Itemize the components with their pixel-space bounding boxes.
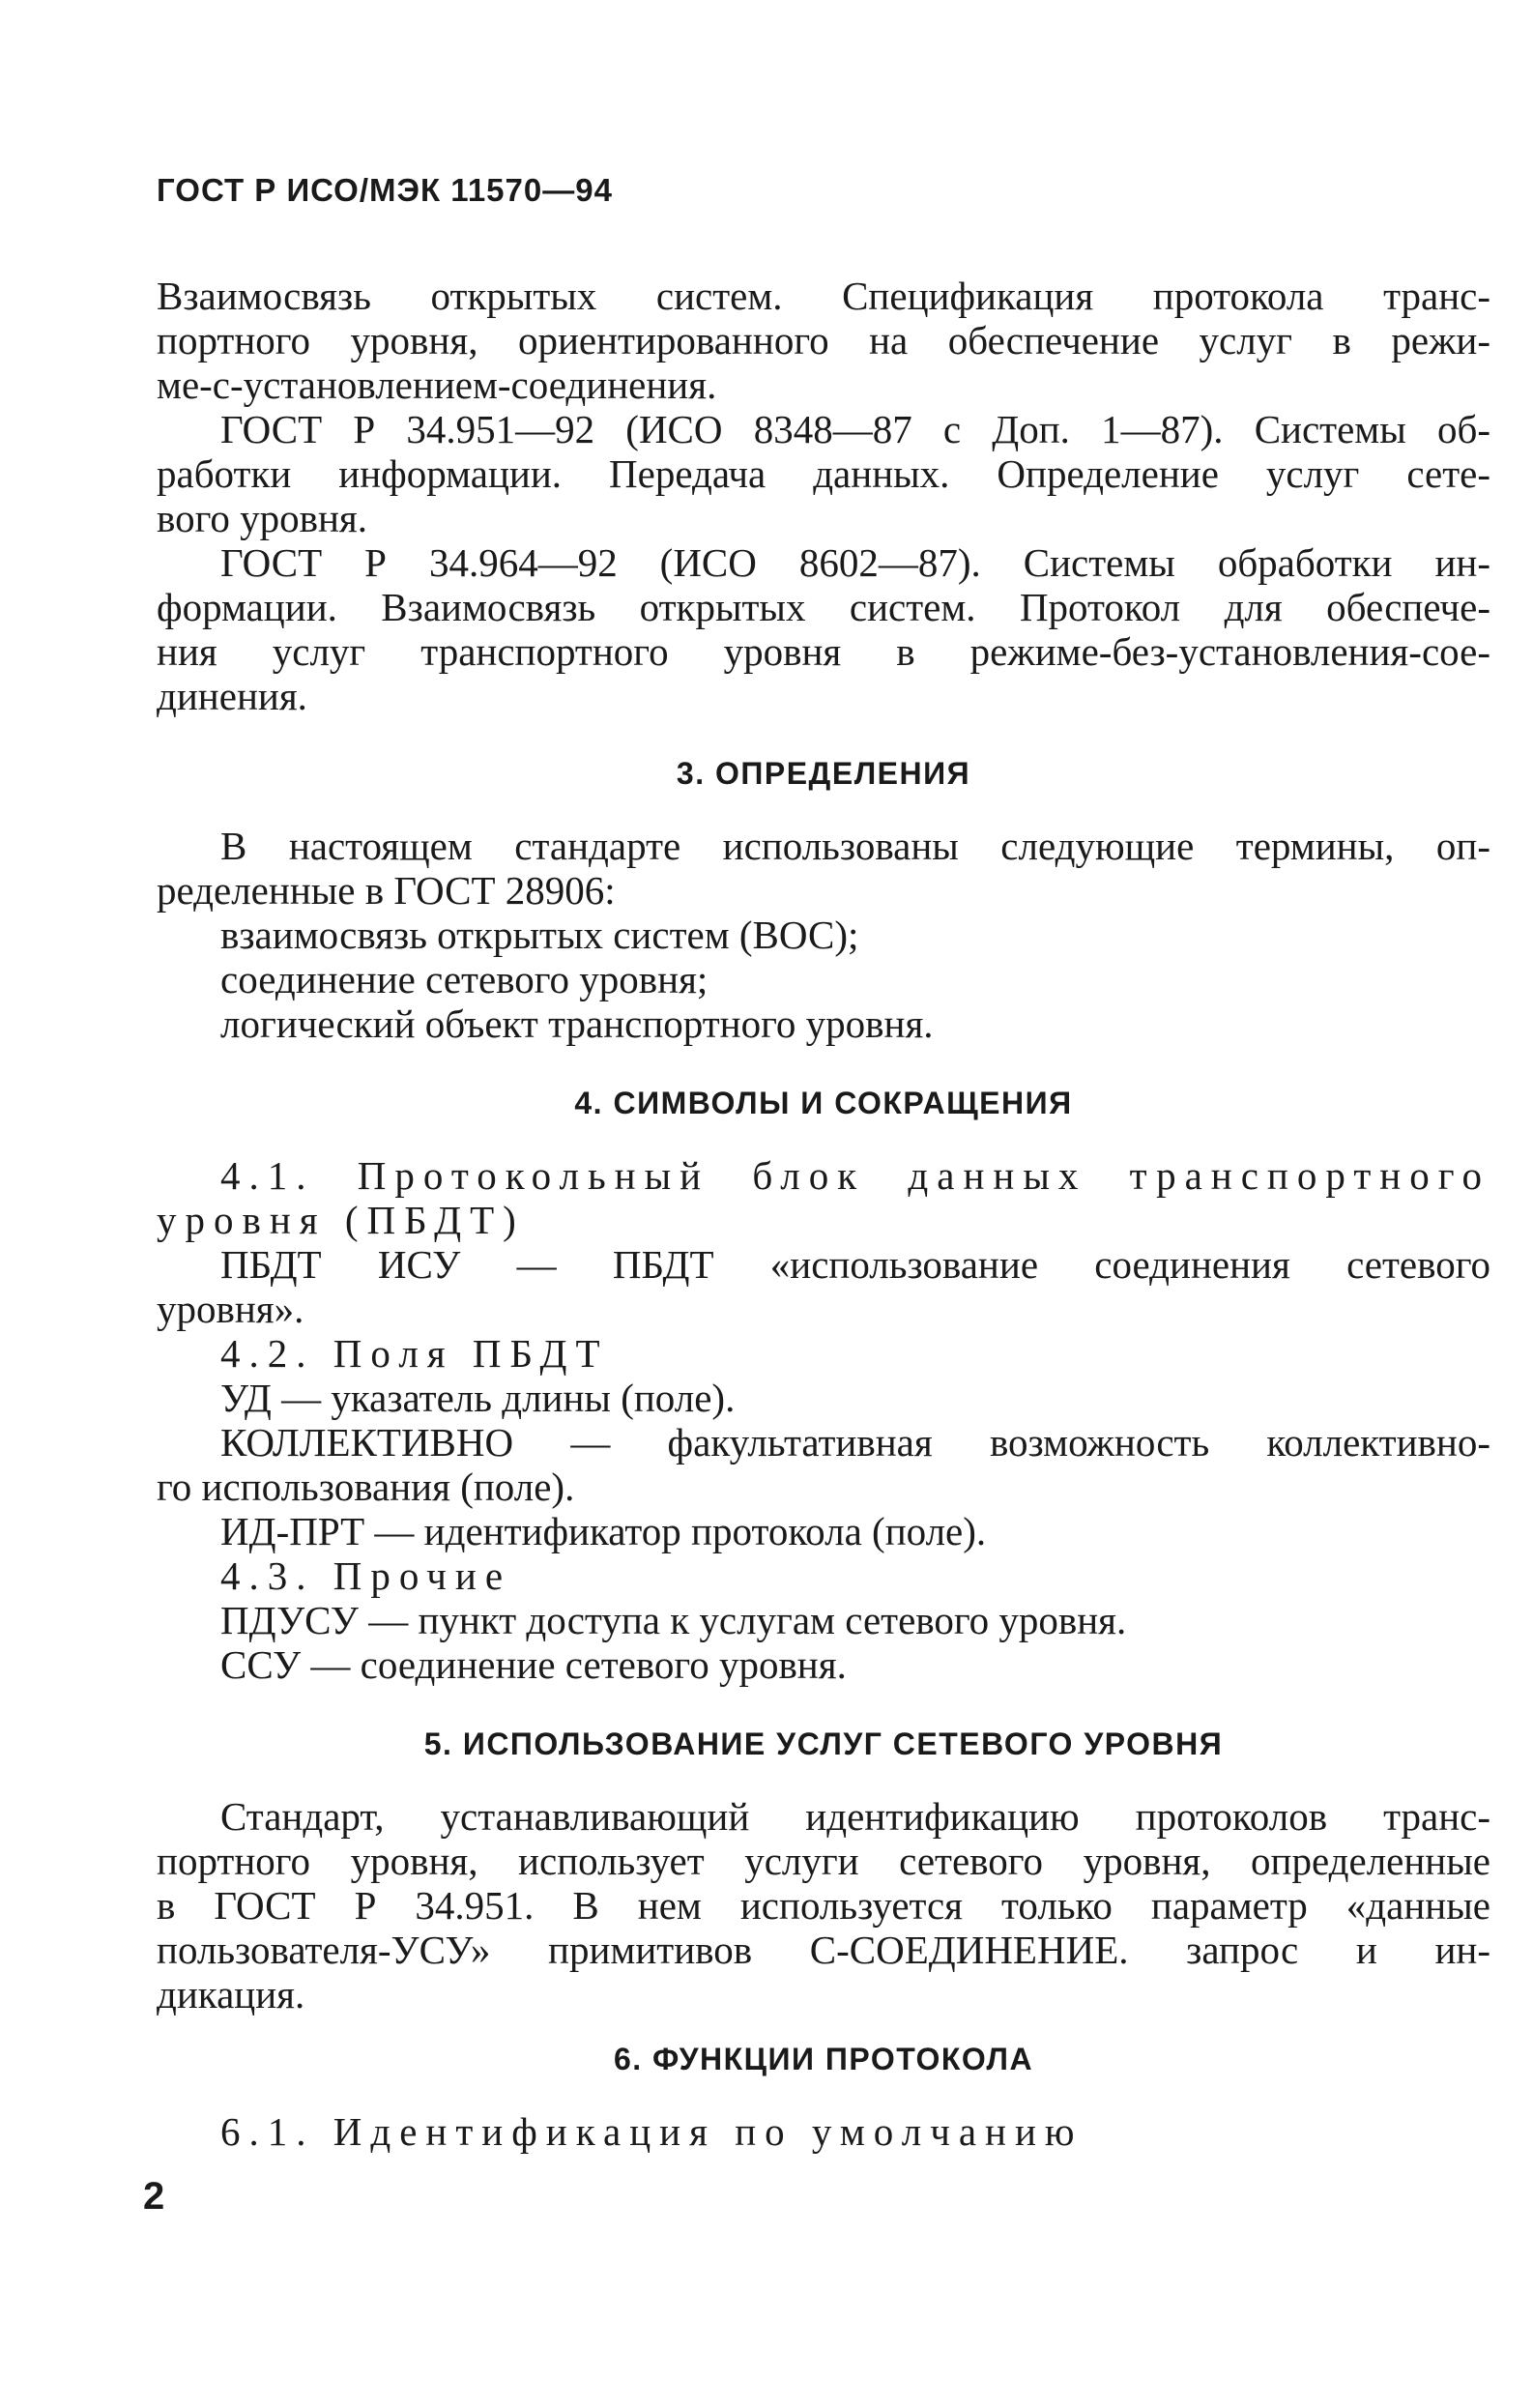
section-heading-network-services: 5. ИСПОЛЬЗОВАНИЕ УСЛУГ СЕТЕВОГО УРОВНЯ — [423, 1726, 1224, 1761]
page-number: 2 — [143, 2175, 165, 2218]
paragraph-line: Стандарт, устанавливающий идентификацию протоколов транс- — [220, 1794, 1490, 1839]
ref-line: формации. Взаимосвязь открытых систем. Протокол для обеспече- — [157, 585, 1490, 629]
paragraph-line: ределенные в ГОСТ 28906: — [157, 868, 616, 913]
ref-line: портного уровня, ориентированного на обеспечение услуг в режи- — [157, 318, 1490, 363]
section-heading-symbols: 4. СИМВОЛЫ И СОКРАЩЕНИЯ — [574, 1086, 1073, 1120]
abbreviation-line: ИД-ПРТ — идентификатор протокола (поле). — [220, 1509, 987, 1553]
subsection-title-line: 4.3. Прочие — [220, 1553, 512, 1598]
abbreviation-line: ПБДТ ИСУ — ПБДТ «использование соединения сетевого — [220, 1242, 1490, 1287]
ref-line: вого уровня. — [157, 496, 368, 540]
subsection-title-line: 4.1. Протокольный блок данных транспортного — [220, 1153, 1490, 1198]
term-line: взаимосвязь открытых систем (ВОС); — [220, 913, 859, 957]
ref-line: динения. — [157, 674, 307, 718]
paragraph-line: в ГОСТ Р 34.951. В нем используется только параметр «данные — [157, 1883, 1490, 1928]
paragraph-line: дикация. — [157, 1972, 305, 2016]
section-heading-protocol-functions: 6. ФУНКЦИИ ПРОТОКОЛА — [613, 2042, 1034, 2076]
running-header: ГОСТ Р ИСО/МЭК 11570—94 — [157, 172, 613, 208]
ref-line: Взаимосвязь открытых систем. Спецификация протокола транс- — [157, 274, 1490, 318]
paragraph-line: портного уровня, использует услуги сетевого уровня, определенные — [157, 1839, 1490, 1883]
subsection-title-line: уровня (ПБДТ) — [157, 1198, 525, 1242]
abbreviation-line: го использования (поле). — [157, 1465, 575, 1509]
subsection-title-line: 4.2. Поля ПБДТ — [220, 1331, 609, 1376]
abbreviation-line: ПДУСУ — пункт доступа к услугам сетевого уровня. — [220, 1598, 1127, 1642]
section-heading-definitions: 3. ОПРЕДЕЛЕНИЯ — [676, 756, 971, 791]
subsection-title-line: 6.1. Идентификация по умолчанию — [220, 2109, 1084, 2154]
ref-line: ГОСТ Р 34.964—92 (ИСО 8602—87). Системы обработки ин- — [220, 540, 1490, 585]
ref-line: ГОСТ Р 34.951—92 (ИСО 8348—87 с Доп. 1—87). Системы об- — [220, 407, 1490, 451]
paragraph-line: пользователя-УСУ» примитивов С-СОЕДИНЕНИЕ. запрос и ин- — [157, 1928, 1490, 1972]
term-line: логический объект транспортного уровня. — [220, 1001, 934, 1046]
paragraph-line: В настоящем стандарте использованы следующие термины, оп- — [220, 824, 1490, 868]
ref-line: ме-с-установлением-соединения. — [157, 363, 717, 407]
abbreviation-line: КОЛЛЕКТИВНО — факультативная возможность коллективно- — [220, 1420, 1490, 1465]
ref-line: ния услуг транспортного уровня в режиме-без-установления-сое- — [157, 629, 1490, 674]
abbreviation-line: ССУ — соединение сетевого уровня. — [220, 1642, 847, 1687]
abbreviation-line: уровня». — [157, 1287, 304, 1331]
abbreviation-line: УД — указатель длины (поле). — [220, 1376, 736, 1420]
ref-line: работки информации. Передача данных. Определение услуг сете- — [157, 451, 1490, 496]
term-line: соединение сетевого уровня; — [220, 957, 709, 1001]
